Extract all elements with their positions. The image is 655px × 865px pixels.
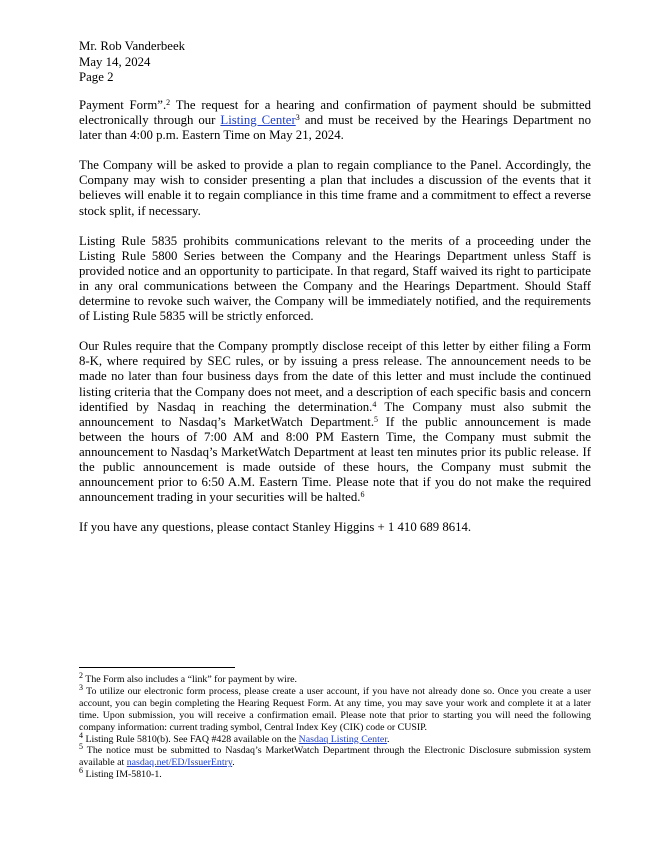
footnote-ref-3[interactable]: 3 — [295, 113, 300, 123]
recipient-name: Mr. Rob Vanderbeek — [79, 39, 186, 53]
listing-center-link[interactable]: Listing Center — [220, 113, 296, 128]
footnote-ref-2[interactable]: 2 — [166, 98, 171, 107]
letter-date: May 14, 2024 — [79, 54, 151, 69]
nasdaq-listing-center-link[interactable]: Nasdaq Listing Center — [298, 733, 387, 745]
footnote-ref-6[interactable]: 6 — [360, 490, 365, 500]
paragraph-disclosure: Our Rules require that the Company promptly disclose receipt of this letter by either filing a Form 8-K, where required by SEC rules, or by issuing a press release. The announcement needs to be made no later than four business days from the date of this letter and must include the continued listing criteria that the Company does not meet, and a description of each specific basis and concern identified by Nasdaq in reaching the determination.$^4$ The Company must also submit the announcement to Nasdaq’s MarketWatch Department.$^5$ If the public announcement is made between the hours of 7:00 AM and 8:00 PM Eastern Time, the Company must submit the announcement to Nasdaq’s MarketWatch Department at least ten minutes prior its public release. If the public announcement is made outside of these hours, the Company must submit the announcement prior to 6:50 A.M. Eastern Time. Please note that if you do not make the required announcement trading in your securities will be halted.$^6$ — [79, 339, 591, 505]
issuer-entry-link[interactable]: nasdaq.net/ED/IssuerEntry — [126, 757, 233, 769]
footnote-2: $^2$ The Form also includes a “link” for payment by wire. — [79, 671, 297, 685]
footnote-divider — [79, 667, 235, 668]
footnote-6: $^6$ Listing IM-5810-1. — [79, 766, 162, 781]
footnote-5: $^5$ The notice must be submitted to Nasdaq’s MarketWatch Department through the Electronic Disclosure submission system available at nasdaq.net/ED/IssuerEntry. — [79, 742, 591, 769]
footnotes — [79, 671, 591, 781]
letter-body — [79, 98, 591, 550]
footnote-3: $^3$ To utilize our electronic form process, please create a user account, if you have not already done so. Once you create a user account, you can begin completing the Hearing Request Form. At any time, you may save your work and complete it at a later time. Upon submission, you will receive a confirmation email. Please note that prior to starting you will need the following company information: current trading symbol, Central Index Key (CIK) code or CUSIP. — [79, 682, 591, 733]
paragraph-compliance-plan: The Company will be asked to provide a plan to regain compliance to the Panel. Accordingly, the Company may wish to consider presenting a plan that includes a discussion of the events that it believes will enable it to regain compliance in this time frame and a commitment to effect a reverse stock split, if necessary. — [79, 158, 591, 218]
paragraph-rule-5835: Listing Rule 5835 prohibits communications relevant to the merits of a proceeding under the Listing Rule 5800 Series between the Company and the Hearings Department unless Staff is provided notice and an opportunity to participate. In that regard, Staff waived its right to participate in any oral communications between the Company and the Hearings Department. Should Staff determine to revoke such waiver, the Company will be immediately notified, and the requirements of Listing Rule 5835 will be strictly enforced. — [79, 233, 591, 324]
page-number: Page 2 — [79, 70, 114, 85]
footnote-ref-5[interactable]: 5 — [374, 414, 379, 424]
footnote-4: $^4$ Listing Rule 5810(b). See FAQ #428 available on the Nasdaq Listing Center. — [79, 730, 390, 745]
footnote-ref-4[interactable]: 4 — [372, 399, 377, 409]
letter-header — [79, 39, 185, 86]
paragraph-hearing-request: Payment Form”.$^2$ The request for a hearing and confirmation of payment should be submitted electronically through our Listing Center$^3$ and must be received by the Hearings Department no later than 4:00 p.m. Eastern Time on May 21, 2024. — [79, 98, 591, 143]
paragraph-contact: If you have any questions, please contact Stanley Higgins + 1 410 689 8614. — [79, 520, 472, 535]
